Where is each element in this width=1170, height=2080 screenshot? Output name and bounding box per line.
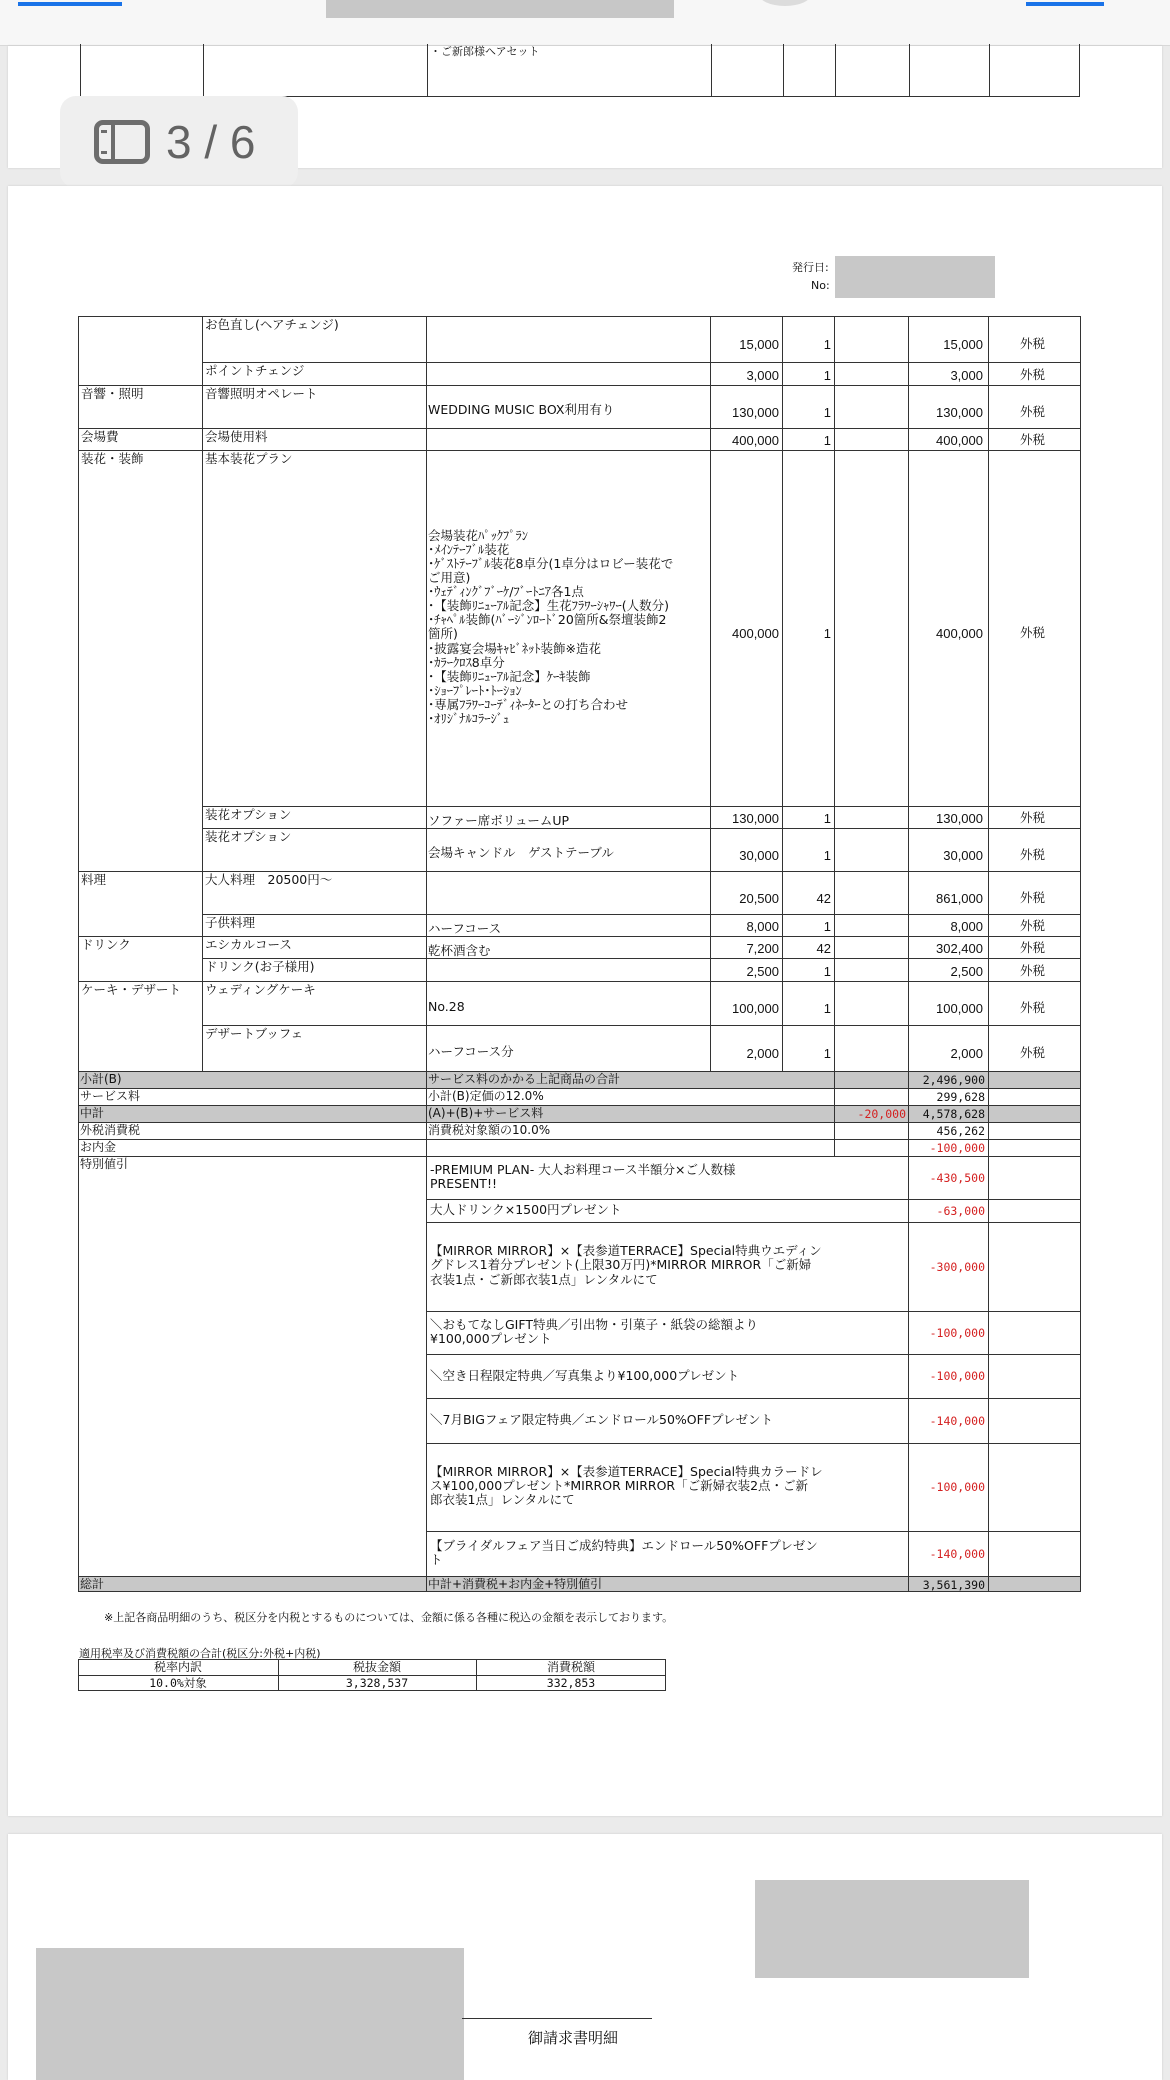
table-rule — [426, 1071, 427, 1592]
item-unit-price: 400,000 — [732, 433, 779, 448]
item-name: ドリンク(お子様用) — [205, 959, 315, 974]
summary-description: サービス料のかかる上記商品の合計 — [428, 1072, 621, 1086]
table-rule — [426, 1311, 1080, 1312]
item-unit-price: 130,000 — [732, 404, 779, 420]
table-rule — [426, 1354, 1080, 1355]
tax-table-cell: 332,853 — [546, 1676, 596, 1690]
table-rule — [202, 1025, 1080, 1026]
item-description: No.28 — [428, 998, 465, 1014]
special-amount: -430,500 — [929, 1170, 985, 1185]
page-indicator-text: 3 / 6 — [166, 116, 256, 168]
special-description: ＼空き日程限定特典／写真集より¥100,000プレゼント — [430, 1367, 740, 1383]
item-name: ポイントチェンジ — [205, 363, 305, 378]
item-category: ドリンク — [81, 937, 131, 952]
next-page — [8, 1834, 1162, 2080]
special-description: 大人ドリンク×1500円プレゼント — [430, 1202, 622, 1218]
item-name: 装花オプション — [205, 807, 292, 822]
item-quantity: 1 — [823, 626, 831, 641]
item-tax-type: 外税 — [1020, 625, 1046, 640]
item-quantity: 1 — [823, 963, 831, 979]
item-unit-price: 400,000 — [732, 626, 779, 641]
special-amount: -140,000 — [929, 1546, 985, 1561]
table-rule — [78, 1576, 79, 1592]
item-amount: 15,000 — [943, 337, 983, 352]
table-rule — [988, 1576, 989, 1592]
item-name: 子供料理 — [205, 915, 256, 930]
item-tax-type: 外税 — [1020, 810, 1046, 825]
table-rule — [1080, 1071, 1081, 1592]
item-name: 装花オプション — [205, 829, 292, 844]
special-amount: -100,000 — [929, 1369, 985, 1383]
table-rule — [78, 316, 79, 1071]
item-tax-type: 外税 — [1020, 403, 1046, 419]
tax-table-header: 税率内訳 — [153, 1660, 202, 1674]
prev-last-line: ・ご新郎様ヘアセット — [430, 45, 540, 58]
summary-label: 中計 — [80, 1106, 105, 1120]
item-amount: 8,000 — [950, 919, 983, 934]
no-label: No: — [811, 279, 830, 292]
summary-description: (A)+(B)+サービス料 — [428, 1106, 544, 1120]
item-category: 料理 — [81, 872, 107, 887]
table-rule — [834, 1071, 835, 1156]
item-amount: 130,000 — [936, 811, 983, 826]
item-category: 装花・装飾 — [81, 451, 144, 466]
summary-discount: -20,000 — [857, 1107, 906, 1121]
item-name: ウェディングケーキ — [205, 982, 316, 997]
item-description: ソファー席ボリュームUP — [428, 812, 570, 828]
item-tax-type: 外税 — [1020, 1045, 1046, 1060]
item-quantity: 1 — [823, 811, 831, 826]
item-tax-type: 外税 — [1020, 962, 1046, 978]
item-unit-price: 15,000 — [739, 337, 779, 352]
item-description: 会場キャンドル ゲストテーブル — [428, 845, 614, 861]
item-name: デザートブッフェ — [205, 1026, 304, 1041]
footnote: ※上記各商品明細のうち、税区分を内税とするものについては、金額に係る各種に税込の金額を表示しております。 — [104, 1611, 674, 1624]
table-rule — [202, 958, 1080, 959]
item-amount: 30,000 — [943, 847, 983, 863]
summary-amount: 2,496,900 — [922, 1073, 985, 1087]
item-category: ケーキ・デザート — [81, 982, 182, 997]
issue-date-label: 発行日: — [792, 261, 829, 274]
summary-label: 外税消費税 — [80, 1123, 141, 1137]
summary-label: お内金 — [80, 1140, 117, 1154]
tax-table-header: 税抜金額 — [352, 1660, 401, 1674]
item-description: 会場装花ﾊﾟｯｸﾌﾟﾗﾝ ･ﾒｲﾝﾃｰﾌﾞﾙ装花 ･ｹﾞｽﾄﾃｰﾌﾞﾙ装花8卓分(1卓分はロビー装花で ご用意) ･ｳｪﾃﾞｨﾝｸﾞﾌﾞｰｹ/ﾌﾞｰﾄﾆｱ各1点 ･【装飾ﾘﾆｭｰｱﾙ記念】生花ﾌﾗﾜｰｼｬﾜｰ(人数分) ･ﾁｬﾍﾟﾙ装飾(ﾊﾞｰｼﾞﾝﾛｰﾄﾞ20箇所&祭壇装飾2 箇所) ･披露宴会場ｷｬﾋﾞﾈｯﾄ装飾※造花 ･ｶﾗｰｸﾛｽ8卓分 ･【装飾ﾘﾆｭｰｱﾙ記念】ｹｰｷ装飾 ･ｼｮｰﾌﾟﾚｰﾄ･ﾄｰｼｮﾝ ･専属ﾌﾗﾜｰｺｰﾃﾞｨﾈｰﾀｰとの打ち合わせ ･ｵﾘｼﾞﾅﾙｺﾗｰｼﾞｭ — [428, 527, 674, 727]
special-description: -PREMIUM PLAN- 大人お料理コース半額分×ご人数様 PRESENT!! — [430, 1161, 736, 1191]
total-label: 総計 — [80, 1577, 105, 1591]
summary-amount: 4,578,628 — [922, 1107, 985, 1121]
item-quantity: 1 — [823, 404, 831, 420]
table-rule — [988, 316, 989, 1071]
title-rule — [462, 2018, 652, 2019]
document-page — [8, 186, 1162, 1816]
table-rule — [834, 316, 835, 1071]
table-rule — [426, 1398, 1080, 1399]
item-quantity: 1 — [823, 1046, 831, 1061]
item-amount: 400,000 — [936, 433, 983, 448]
item-unit-price: 7,200 — [746, 941, 779, 956]
table-rule — [1080, 1576, 1081, 1592]
table-rule — [988, 1071, 989, 1592]
tax-caption: 適用税率及び消費税額の合計(税区分:外税+内税) — [79, 1647, 321, 1660]
item-description: WEDDING MUSIC BOX利用有り — [428, 402, 615, 418]
item-tax-type: 外税 — [1020, 432, 1046, 447]
item-description: 乾杯酒含む — [428, 942, 491, 958]
item-tax-type: 外税 — [1020, 918, 1046, 933]
item-amount: 130,000 — [936, 404, 983, 420]
item-name: 会場使用料 — [205, 429, 268, 444]
next-page-title: 御請求書明細 — [528, 2029, 619, 2047]
item-unit-price: 30,000 — [739, 847, 779, 863]
item-amount: 302,400 — [936, 941, 983, 956]
item-quantity: 1 — [823, 847, 831, 863]
table-rule — [202, 828, 1080, 829]
table-rule — [1080, 316, 1081, 1071]
item-quantity: 1 — [823, 919, 831, 934]
summary-description: 消費税対象額の10.0% — [428, 1123, 551, 1137]
summary-amount: 299,628 — [936, 1090, 985, 1104]
item-unit-price: 8,000 — [746, 919, 779, 934]
table-rule — [426, 1443, 1080, 1444]
special-description: 【MIRROR MIRROR】×【表参道TERRACE】Special特典ウエディン グドレス1着分プレゼント(上限30万円)*MIRROR MIRROR「ご新婦 衣装1点・ご新郎衣装1点」レンタルにて — [430, 1243, 822, 1287]
table-rule — [426, 316, 427, 1071]
table-rule — [202, 914, 1080, 915]
table-rule — [908, 316, 909, 1071]
item-quantity: 42 — [816, 941, 831, 956]
item-quantity: 1 — [823, 433, 831, 448]
item-quantity: 1 — [823, 337, 831, 352]
item-name: 基本装花プラン — [205, 451, 293, 466]
table-rule — [426, 1531, 1080, 1532]
special-amount: -63,000 — [936, 1203, 985, 1218]
special-amount: -100,000 — [929, 1480, 985, 1494]
summary-label: サービス料 — [80, 1089, 141, 1103]
item-category: 音響・照明 — [81, 386, 144, 401]
special-amount: -100,000 — [929, 1325, 985, 1340]
item-tax-type: 外税 — [1020, 366, 1046, 382]
item-amount: 2,500 — [950, 963, 983, 979]
table-rule — [908, 1576, 909, 1592]
special-description: ＼おもてなしGIFT特典／引出物・引菓子・紙袋の総額より ¥100,000プレゼント — [430, 1316, 758, 1346]
table-rule — [426, 1199, 1080, 1200]
special-description: 【MIRROR MIRROR】×【表参道TERRACE】Special特典カラードレ ス¥100,000プレゼント*MIRROR MIRROR「ご新婦衣装2点・ご新 郎衣装1点」レンタルにて — [430, 1463, 823, 1508]
summary-amount: 456,262 — [936, 1124, 985, 1138]
item-name: 音響照明オペレート — [205, 386, 318, 401]
table-rule — [78, 1071, 79, 1592]
summary-description: 小計(B)定価の12.0% — [428, 1089, 544, 1103]
item-description: ハーフコース分 — [428, 1043, 514, 1059]
item-unit-price: 130,000 — [732, 811, 779, 826]
item-tax-type: 外税 — [1020, 940, 1046, 955]
table-rule — [202, 806, 1080, 807]
item-name: エシカルコース — [205, 937, 292, 952]
table-rule — [202, 362, 1080, 363]
redacted-block — [755, 1880, 1029, 1978]
item-unit-price: 20,500 — [739, 890, 779, 906]
special-row — [78, 1156, 1080, 1576]
total-description: 中計+消費税+お内金+特別値引 — [428, 1577, 603, 1591]
redacted-block — [36, 1948, 464, 2080]
item-name: お色直し(ヘアチェンジ) — [205, 317, 339, 332]
item-unit-price: 2,500 — [746, 963, 779, 979]
special-description: ＼7月BIGフェア限定特典／エンドロール50%OFFプレゼント — [430, 1412, 774, 1428]
tax-table-cell: 10.0%対象 — [149, 1676, 207, 1690]
item-amount: 2,000 — [950, 1046, 983, 1061]
summary-label: 小計(B) — [80, 1072, 122, 1086]
table-rule — [782, 316, 783, 1071]
item-unit-price: 100,000 — [732, 1001, 779, 1016]
item-quantity: 1 — [823, 1001, 831, 1016]
total-amount: 3,561,390 — [922, 1578, 985, 1592]
item-category: 会場費 — [81, 429, 119, 444]
special-amount: -140,000 — [929, 1413, 985, 1428]
special-discount-label: 特別値引 — [80, 1157, 129, 1171]
special-amount: -300,000 — [929, 1259, 985, 1274]
tax-table-cell: 3,328,537 — [345, 1676, 409, 1690]
summary-amount: -100,000 — [929, 1141, 985, 1155]
item-unit-price: 3,000 — [746, 367, 779, 383]
redacted-issue-info — [835, 256, 995, 298]
item-description: ハーフコース — [428, 920, 502, 936]
item-name: 大人料理 20500円〜 — [205, 872, 333, 887]
item-tax-type: 外税 — [1020, 1000, 1046, 1015]
table-rule — [426, 1222, 1080, 1223]
table-rule — [710, 316, 711, 1071]
item-amount: 861,000 — [936, 890, 983, 906]
item-amount: 100,000 — [936, 1001, 983, 1016]
item-unit-price: 2,000 — [746, 1046, 779, 1061]
table-rule — [202, 316, 203, 1071]
item-amount: 400,000 — [936, 626, 983, 641]
item-tax-type: 外税 — [1020, 889, 1046, 905]
item-tax-type: 外税 — [1020, 336, 1046, 351]
item-quantity: 1 — [823, 367, 831, 383]
table-rule — [78, 316, 1080, 317]
tax-table-header: 消費税額 — [546, 1660, 595, 1674]
table-rule — [426, 1576, 427, 1592]
item-tax-type: 外税 — [1020, 846, 1046, 862]
table-rule — [908, 1071, 909, 1592]
item-amount: 3,000 — [950, 367, 983, 383]
item-quantity: 42 — [816, 890, 831, 906]
special-description: 【ブライダルフェア当日ご成約特典】エンドロール50%OFFプレゼン ト — [430, 1537, 818, 1567]
